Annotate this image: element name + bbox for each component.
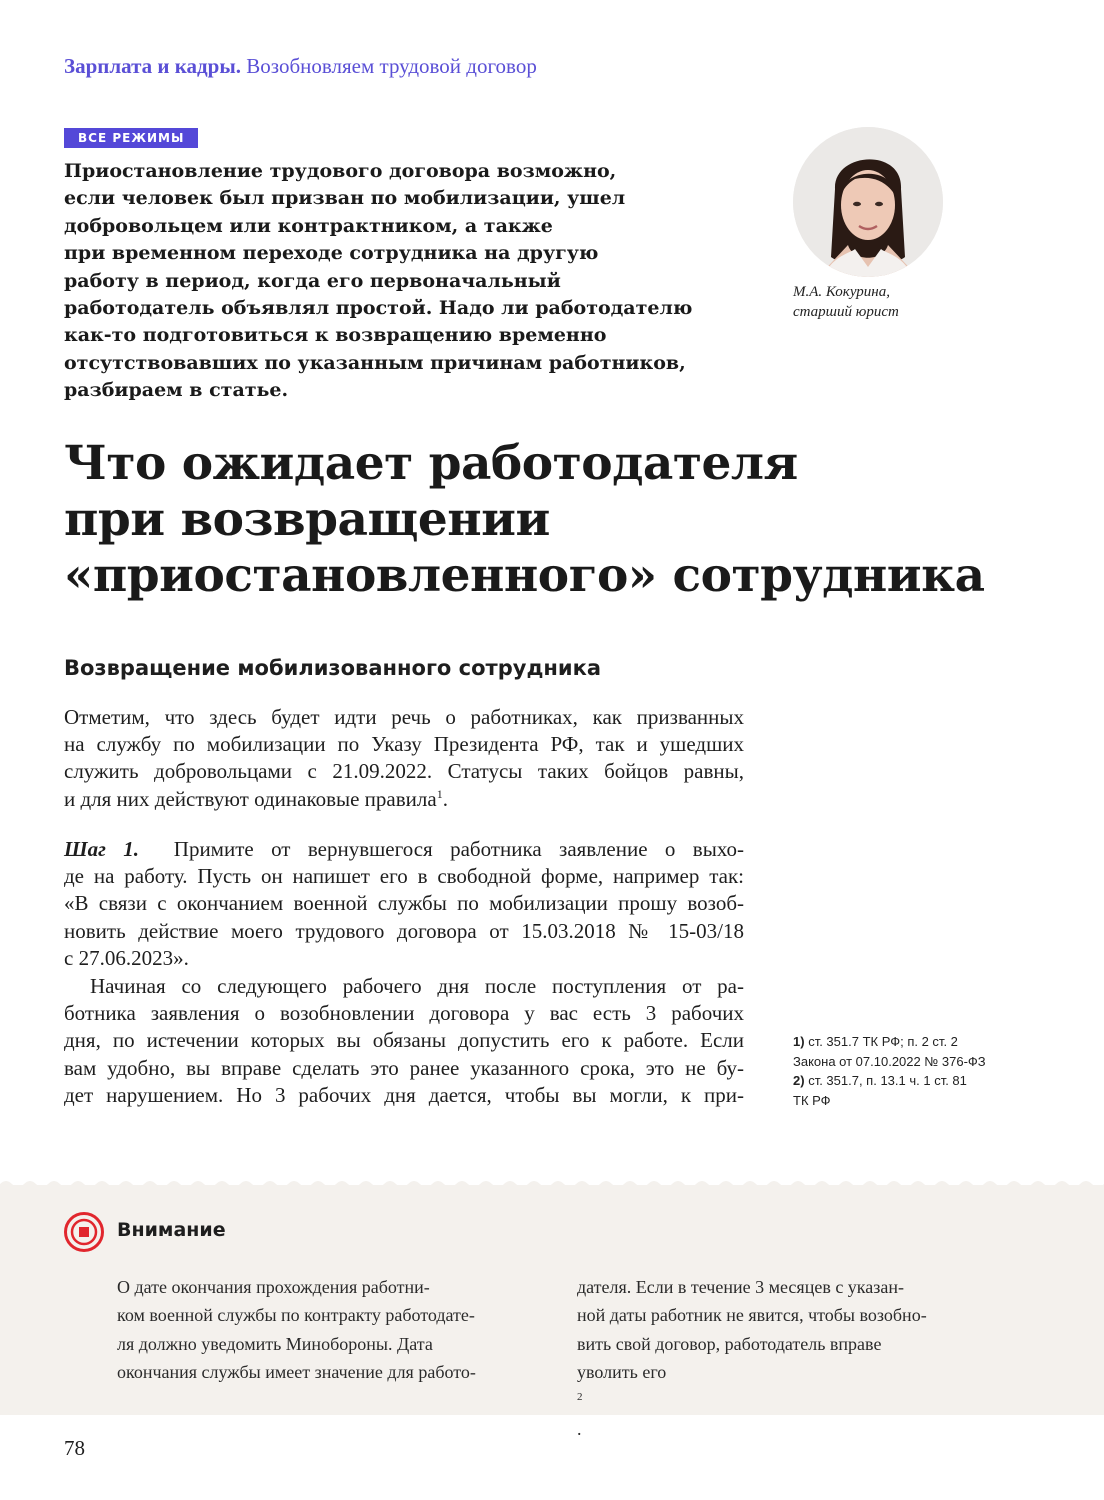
attention-line — [577, 1358, 1007, 1443]
lead-line: добровольцем или контрактником, а также — [64, 214, 553, 237]
author-portrait-illustration — [793, 127, 943, 277]
author-position: старший юрист — [793, 303, 899, 320]
text-line: новить действие моего трудового договора от 15.03.2018 № 15-03/18 — [64, 918, 744, 943]
text-line: де на работу. Пусть он напишет его в свободной форме, например так: — [64, 864, 744, 889]
footnote-2-cont: ТК РФ — [793, 1092, 831, 1108]
text-line: Отметим, что здесь будет идти речь о работниках, как призванных — [64, 705, 744, 729]
footnote-text: ст. 351.7 ТК РФ; п. 2 ст. 2 — [808, 1034, 958, 1049]
section-heading: Возвращение мобилизованного сотрудника — [64, 656, 602, 680]
lead-line: если человек был призван по мобилизации, ушел — [64, 187, 626, 210]
attention-line: вить свой договор, работодатель вправе — [577, 1333, 882, 1354]
attention-line: О дате окончания прохождения работни- — [117, 1277, 430, 1297]
attention-title: Внимание — [117, 1219, 226, 1241]
text-line-content: и для них действуют одинаковые правила — [64, 786, 437, 811]
paragraph-intro — [64, 704, 744, 813]
text-line: «В связи с окончанием военной службы по мобилизации прошу возоб- — [64, 891, 744, 916]
step-label: Шаг 1. — [64, 837, 140, 861]
title-line: при возвращении — [64, 492, 550, 547]
paragraph-deadline — [64, 973, 744, 1109]
attention-line: ком военной службы по контракту работодате- — [117, 1305, 475, 1326]
attention-line: ля должно уведомить Минобороны. Дата — [117, 1333, 433, 1354]
paragraph-step1 — [64, 836, 744, 972]
author-photo — [793, 127, 943, 277]
footnote-number: 2) — [793, 1073, 805, 1088]
text-line — [64, 836, 744, 863]
text-line: ботника заявления о возобновлении договора у вас есть 3 рабочих — [64, 1001, 744, 1026]
lead-line: разбираем в статье. — [64, 379, 289, 402]
title-line: Что ожидает работодателя — [64, 436, 798, 491]
lead-line: как-то подготовиться к возвращению временно — [64, 324, 607, 347]
text-line: вам удобно, вы вправе сделать это ранее указанного срока, это не бу- — [64, 1055, 744, 1080]
lead-line: Приостановление трудового договора возможно, — [64, 160, 617, 182]
footnote-ref[interactable]: 1 — [436, 786, 443, 801]
lead-line: работодатель объявлял простой. Надо ли работодателю — [64, 297, 693, 320]
running-head-section: Зарплата и кадры. — [64, 54, 242, 78]
title-line: «приостановленного» сотрудника — [64, 548, 985, 603]
attention-column-right — [577, 1273, 1007, 1443]
mode-tag: ВСЕ РЕЖИМЫ — [64, 128, 198, 148]
text-line-content: Примите от вернувшегося работника заявление о выхо- — [173, 837, 745, 861]
stop-icon — [63, 1211, 105, 1253]
author-caption — [793, 283, 1013, 322]
article-title — [64, 436, 1064, 604]
text-line: служить добровольцами с 21.09.2022. Статусы таких бойцов равны, — [64, 759, 744, 784]
attention-line-content: уволить его — [577, 1362, 667, 1383]
text-line: дет нарушением. Но 3 рабочих дня дается, чтобы вы могли, к при- — [64, 1082, 744, 1107]
text-line: дня, по истечении которых вы обязаны допустить его к работе. Если — [64, 1028, 744, 1053]
lead-line: отсутствовавших по указанным причинам работников, — [64, 351, 686, 374]
text-line: Начиная со следующего рабочего дня после поступления от ра- — [90, 974, 744, 998]
footnote-1-cont: Закона от 07.10.2022 № 376-ФЗ — [793, 1053, 986, 1069]
attention-line: дателя. Если в течение 3 месяцев с указан- — [577, 1277, 904, 1297]
footnote-2 — [793, 1071, 1033, 1091]
footnote-ref[interactable]: 2 — [577, 1390, 583, 1403]
lead-paragraph — [64, 158, 754, 405]
attention-column-left — [117, 1273, 547, 1387]
text-line: на службу по мобилизации по Указу Президента РФ, так и ушедших — [64, 732, 744, 757]
attention-line-end: . — [577, 1419, 582, 1440]
running-head-topic: Возобновляем трудовой договор — [246, 54, 537, 78]
page-number: 78 — [64, 1436, 85, 1460]
footnotes — [793, 1032, 1033, 1110]
author-name: М.А. Кокурина, — [793, 284, 890, 300]
text-line: с 27.06.2023». — [64, 945, 189, 970]
lead-line: работу в период, когда его первоначальный — [64, 269, 561, 292]
footnote-text: ст. 351.7, п. 13.1 ч. 1 ст. 81 — [808, 1073, 967, 1088]
lead-line: при временном переходе сотрудника на другую — [64, 242, 599, 265]
text-line: и для них действуют одинаковые правила$^1$. — [64, 786, 448, 811]
attention-line: ной даты работник не явится, чтобы возобно- — [577, 1305, 927, 1326]
footnote-number: 1) — [793, 1034, 805, 1049]
running-head — [64, 54, 537, 79]
attention-line: окончания службы имеет значение для работо- — [117, 1362, 476, 1383]
footnote-1 — [793, 1032, 1033, 1052]
